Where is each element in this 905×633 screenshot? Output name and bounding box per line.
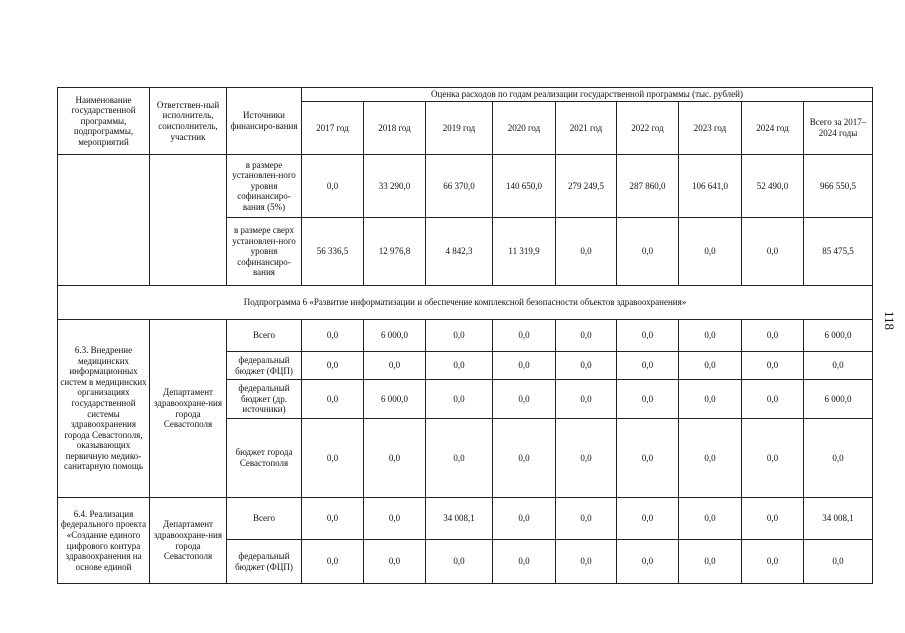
- value-cell: 0,0: [742, 380, 804, 419]
- total-cell: 0,0: [804, 540, 873, 584]
- value-cell: 140 650,0: [493, 155, 556, 218]
- header-year: 2021 год: [556, 102, 617, 155]
- value-cell: 0,0: [617, 540, 679, 584]
- value-cell: 0,0: [302, 155, 364, 218]
- value-cell: 0,0: [556, 320, 617, 352]
- source-cell: в размере сверх установлен-ного уровня софинансиро-вания: [227, 218, 302, 286]
- value-cell: 12 976,8: [364, 218, 426, 286]
- value-cell: 0,0: [302, 540, 364, 584]
- value-cell: 0,0: [556, 380, 617, 419]
- value-cell: 0,0: [742, 419, 804, 498]
- source-cell: федеральный бюджет (ФЦП): [227, 540, 302, 584]
- source-cell: Всего: [227, 498, 302, 540]
- value-cell: 0,0: [679, 498, 742, 540]
- value-cell: 0,0: [679, 380, 742, 419]
- value-cell: 56 336,5: [302, 218, 364, 286]
- item-6-4-name: 6.4. Реализация федерального проекта «Создание единого цифрового контура здравоохранения на основе единой: [58, 498, 150, 584]
- value-cell: 0,0: [617, 419, 679, 498]
- value-cell: 0,0: [364, 498, 426, 540]
- value-cell: 0,0: [742, 498, 804, 540]
- value-cell: 0,0: [679, 320, 742, 352]
- total-cell: 6 000,0: [804, 380, 873, 419]
- value-cell: 0,0: [302, 498, 364, 540]
- value-cell: 279 249,5: [556, 155, 617, 218]
- item-6-3-name: 6.3. Внедрение медицинских информационных систем в медицинских организациях государственной системы здравоохранения города Севастополя, оказывающих первичную медико-санитарную помощь: [58, 320, 150, 498]
- value-cell: 0,0: [493, 419, 556, 498]
- value-cell: 106 641,0: [679, 155, 742, 218]
- value-cell: 0,0: [742, 540, 804, 584]
- header-name: Наименование государственной программы, подпрограммы, мероприятий: [58, 88, 150, 155]
- total-cell: 0,0: [804, 419, 873, 498]
- value-cell: 6 000,0: [364, 320, 426, 352]
- value-cell: 0,0: [679, 352, 742, 380]
- value-cell: 0,0: [493, 380, 556, 419]
- header-year: 2018 год: [364, 102, 426, 155]
- page-number: 118: [882, 311, 897, 331]
- header-year: 2024 год: [742, 102, 804, 155]
- source-cell: Всего: [227, 320, 302, 352]
- total-cell: 34 008,1: [804, 498, 873, 540]
- value-cell: 0,0: [426, 320, 493, 352]
- value-cell: 4 842,3: [426, 218, 493, 286]
- value-cell: 0,0: [302, 380, 364, 419]
- value-cell: 0,0: [617, 498, 679, 540]
- value-cell: 0,0: [302, 320, 364, 352]
- value-cell: 0,0: [617, 352, 679, 380]
- value-cell: 0,0: [679, 540, 742, 584]
- value-cell: 0,0: [364, 540, 426, 584]
- value-cell: 0,0: [302, 352, 364, 380]
- source-cell: бюджет города Севастополя: [227, 419, 302, 498]
- value-cell: 0,0: [426, 540, 493, 584]
- value-cell: 0,0: [493, 320, 556, 352]
- value-cell: 0,0: [426, 419, 493, 498]
- value-cell: 0,0: [556, 498, 617, 540]
- value-cell: 66 370,0: [426, 155, 493, 218]
- value-cell: 0,0: [556, 218, 617, 286]
- value-cell: 0,0: [556, 540, 617, 584]
- value-cell: 6 000,0: [364, 380, 426, 419]
- header-year: 2020 год: [493, 102, 556, 155]
- value-cell: 0,0: [493, 352, 556, 380]
- header-year: 2022 год: [617, 102, 679, 155]
- source-cell: федеральный бюджет (ФЦП): [227, 352, 302, 380]
- value-cell: 0,0: [742, 218, 804, 286]
- header-sources: Источники финансиро-вания: [227, 88, 302, 155]
- total-cell: 966 550,5: [804, 155, 873, 218]
- header-total: Всего за 2017–2024 годы: [804, 102, 873, 155]
- value-cell: 0,0: [617, 218, 679, 286]
- header-year: 2023 год: [679, 102, 742, 155]
- header-responsible: Ответствен-ный исполнитель, соисполнитель, участник: [150, 88, 227, 155]
- source-cell: федеральный бюджет (др. источники): [227, 380, 302, 419]
- header-estimate: Оценка расходов по годам реализации государственной программы (тыс. рублей): [302, 88, 873, 102]
- value-cell: 0,0: [742, 352, 804, 380]
- header-year: 2017 год: [302, 102, 364, 155]
- value-cell: 0,0: [679, 419, 742, 498]
- value-cell: 0,0: [364, 419, 426, 498]
- value-cell: 34 008,1: [426, 498, 493, 540]
- value-cell: 0,0: [426, 380, 493, 419]
- header-year: 2019 год: [426, 102, 493, 155]
- value-cell: 0,0: [556, 419, 617, 498]
- value-cell: 0,0: [426, 352, 493, 380]
- total-cell: 0,0: [804, 352, 873, 380]
- value-cell: 33 290,0: [364, 155, 426, 218]
- subprogram-title: Подпрограмма 6 «Развитие информатизации и обеспечение комплексной безопасности объектов здравоохранения»: [58, 286, 873, 320]
- value-cell: 0,0: [617, 380, 679, 419]
- value-cell: 0,0: [364, 352, 426, 380]
- total-cell: 6 000,0: [804, 320, 873, 352]
- value-cell: 52 490,0: [742, 155, 804, 218]
- total-cell: 85 475,5: [804, 218, 873, 286]
- value-cell: 0,0: [679, 218, 742, 286]
- value-cell: 0,0: [493, 498, 556, 540]
- item-6-4-responsible: Департамент здравоохране-ния города Севастополя: [150, 498, 227, 584]
- value-cell: 0,0: [556, 352, 617, 380]
- value-cell: 0,0: [742, 320, 804, 352]
- value-cell: 287 860,0: [617, 155, 679, 218]
- value-cell: 0,0: [617, 320, 679, 352]
- empty-responsible-cell: [150, 155, 227, 286]
- budget-table: [57, 87, 873, 584]
- value-cell: 11 319,9: [493, 218, 556, 286]
- empty-name-cell: [58, 155, 150, 286]
- value-cell: 0,0: [302, 419, 364, 498]
- source-cell: в размере установлен-ного уровня софинансиро-вания (5%): [227, 155, 302, 218]
- item-6-3-responsible: Департамент здравоохране-ния города Севастополя: [150, 320, 227, 498]
- value-cell: 0,0: [493, 540, 556, 584]
